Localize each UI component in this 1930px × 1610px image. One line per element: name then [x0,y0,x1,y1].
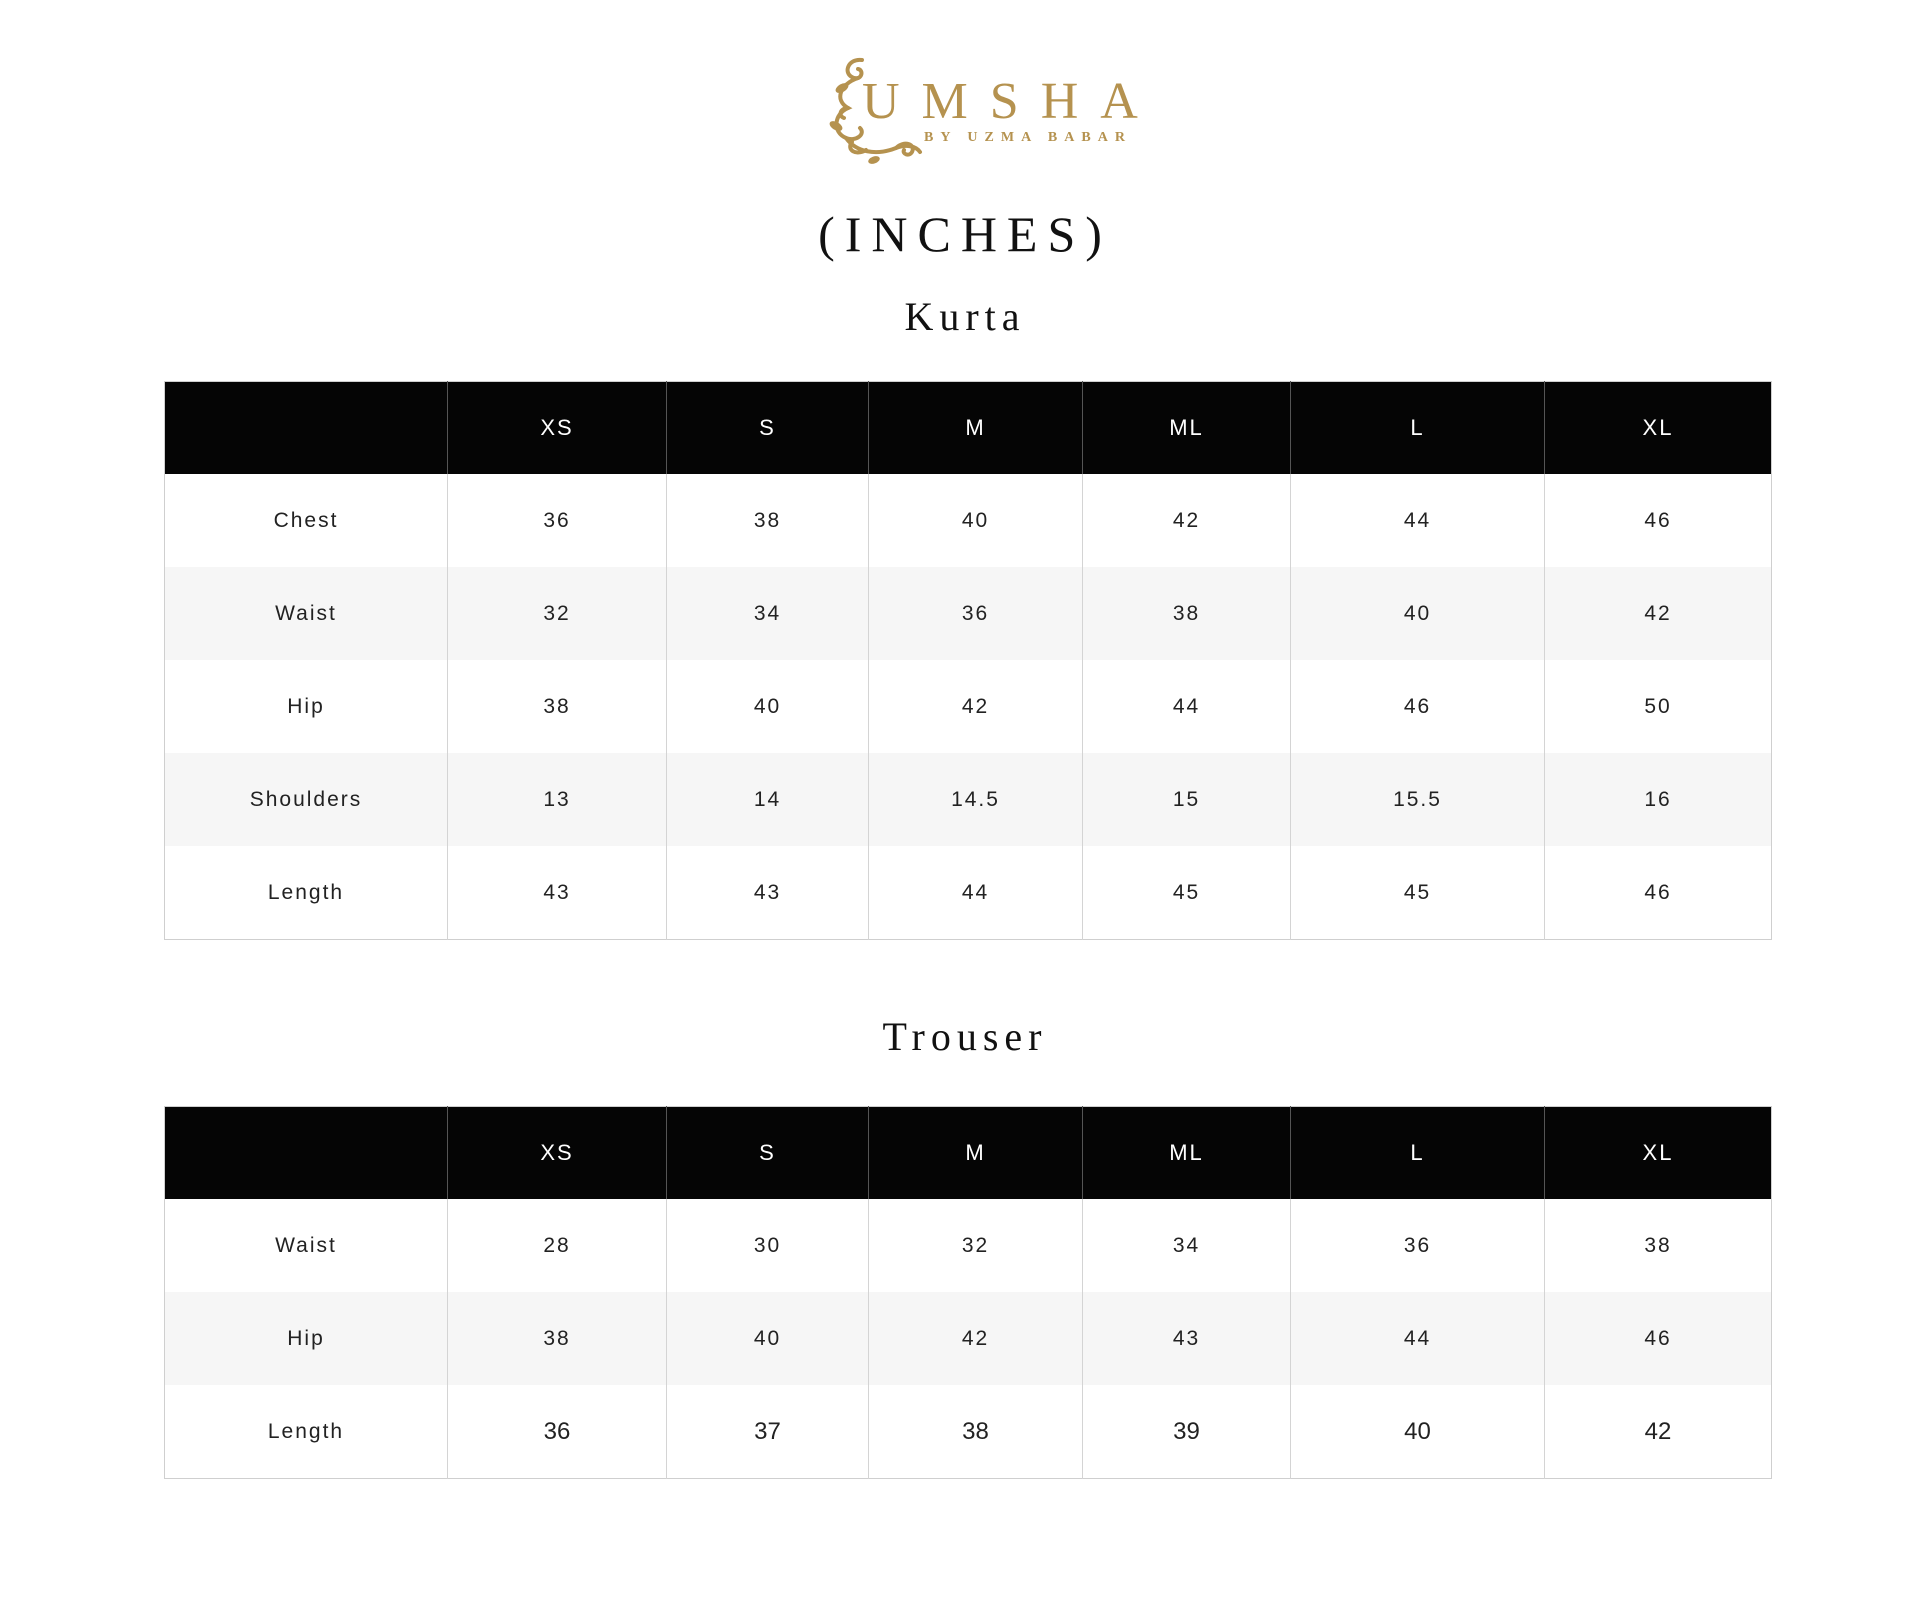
measurement-cell: 38 [448,660,667,753]
measurement-cell: 38 [1545,1199,1772,1292]
header-empty-cell [165,382,448,475]
kurta-size-table [164,381,1772,940]
table-row [165,846,1772,940]
row-label: Hip [287,694,325,718]
measurement-cell: 46 [1291,660,1545,753]
row-label: Chest [273,508,339,532]
measurement-cell: 44 [1291,1292,1545,1385]
measurement-cell: 16 [1545,753,1772,846]
measurement-cell: 40 [1291,567,1545,660]
table-row [165,1292,1772,1385]
measurement-cell: 13 [448,753,667,846]
measurement-cell: 36 [448,474,667,567]
measurement-cell: 40 [667,1292,869,1385]
measurement-cell: 38 [448,1292,667,1385]
measurement-cell: 15.5 [1291,753,1545,846]
measurement-cell: 36 [448,1385,667,1479]
size-header-xl: XL [1545,1107,1772,1200]
size-header-xs: XS [448,382,667,475]
measurement-cell: 44 [1291,474,1545,567]
table-header-row [165,382,1772,475]
trouser-title: Trouser [882,1014,1048,1059]
measurement-cell: 42 [1545,1385,1772,1479]
row-label: Length [267,1419,345,1443]
measurement-cell: 46 [1545,846,1772,940]
measurement-cell: 36 [1291,1199,1545,1292]
measurement-cell: 30 [667,1199,869,1292]
units-title: (INCHES) [818,206,1112,262]
measurement-cell: 36 [869,567,1083,660]
measurement-cell: 43 [448,846,667,940]
table-row [165,567,1772,660]
size-header-s: S [667,382,869,475]
row-label: Hip [165,1292,448,1385]
measurement-cell: 40 [667,660,869,753]
size-header-ml: ML [1083,382,1291,475]
measurement-cell: 38 [1083,567,1291,660]
measurement-cell: 42 [869,660,1083,753]
measurement-cell: 14 [667,753,869,846]
brand-tagline: BY UZMA BABAR [924,130,1132,145]
measurement-cell: 38 [667,474,869,567]
measurement-cell: 45 [1083,846,1291,940]
table-row [165,1199,1772,1292]
row-label: Length [267,880,345,904]
measurement-cell: 46 [1545,474,1772,567]
measurement-cell: 42 [869,1292,1083,1385]
row-label: Waist [165,567,448,660]
measurement-cell: 14.5 [869,753,1083,846]
size-header-xl: XL [1545,382,1772,475]
measurement-cell: 42 [1083,474,1291,567]
measurement-cell: 40 [869,474,1083,567]
measurement-cell: 38 [869,1385,1083,1479]
size-header-s: S [667,1107,869,1200]
measurement-cell: 37 [667,1385,869,1479]
table-header-row [165,1107,1772,1200]
measurement-cell: 44 [869,846,1083,940]
table-row [165,1385,1772,1479]
measurement-cell: 40 [1291,1385,1545,1479]
measurement-cell: 32 [869,1199,1083,1292]
row-label: Waist [275,1233,337,1257]
size-header-ml: ML [1083,1107,1291,1200]
measurement-cell: 43 [667,846,869,940]
measurement-cell: 50 [1545,660,1772,753]
size-header-l: L [1291,1107,1545,1200]
measurement-cell: 34 [667,567,869,660]
size-header-xs: XS [448,1107,667,1200]
header-empty-cell [165,1107,448,1200]
measurement-cell: 42 [1545,567,1772,660]
measurement-cell: 43 [1083,1292,1291,1385]
size-header-m: M [869,382,1083,475]
size-header-l: L [1291,382,1545,475]
trouser-size-table [164,1106,1772,1479]
measurement-cell: 46 [1545,1292,1772,1385]
table-row [165,474,1772,567]
measurement-cell: 44 [1083,660,1291,753]
measurement-cell: 32 [448,567,667,660]
measurement-cell: 28 [448,1199,667,1292]
table-row [165,753,1772,846]
measurement-cell: 45 [1291,846,1545,940]
size-header-m: M [869,1107,1083,1200]
kurta-title: Kurta [904,294,1026,339]
measurement-cell: 39 [1083,1385,1291,1479]
brand-name: UMSHA [862,73,1160,130]
measurement-cell: 15 [1083,753,1291,846]
measurement-cell: 34 [1083,1199,1291,1292]
row-label: Shoulders [165,753,448,846]
table-row [165,660,1772,753]
